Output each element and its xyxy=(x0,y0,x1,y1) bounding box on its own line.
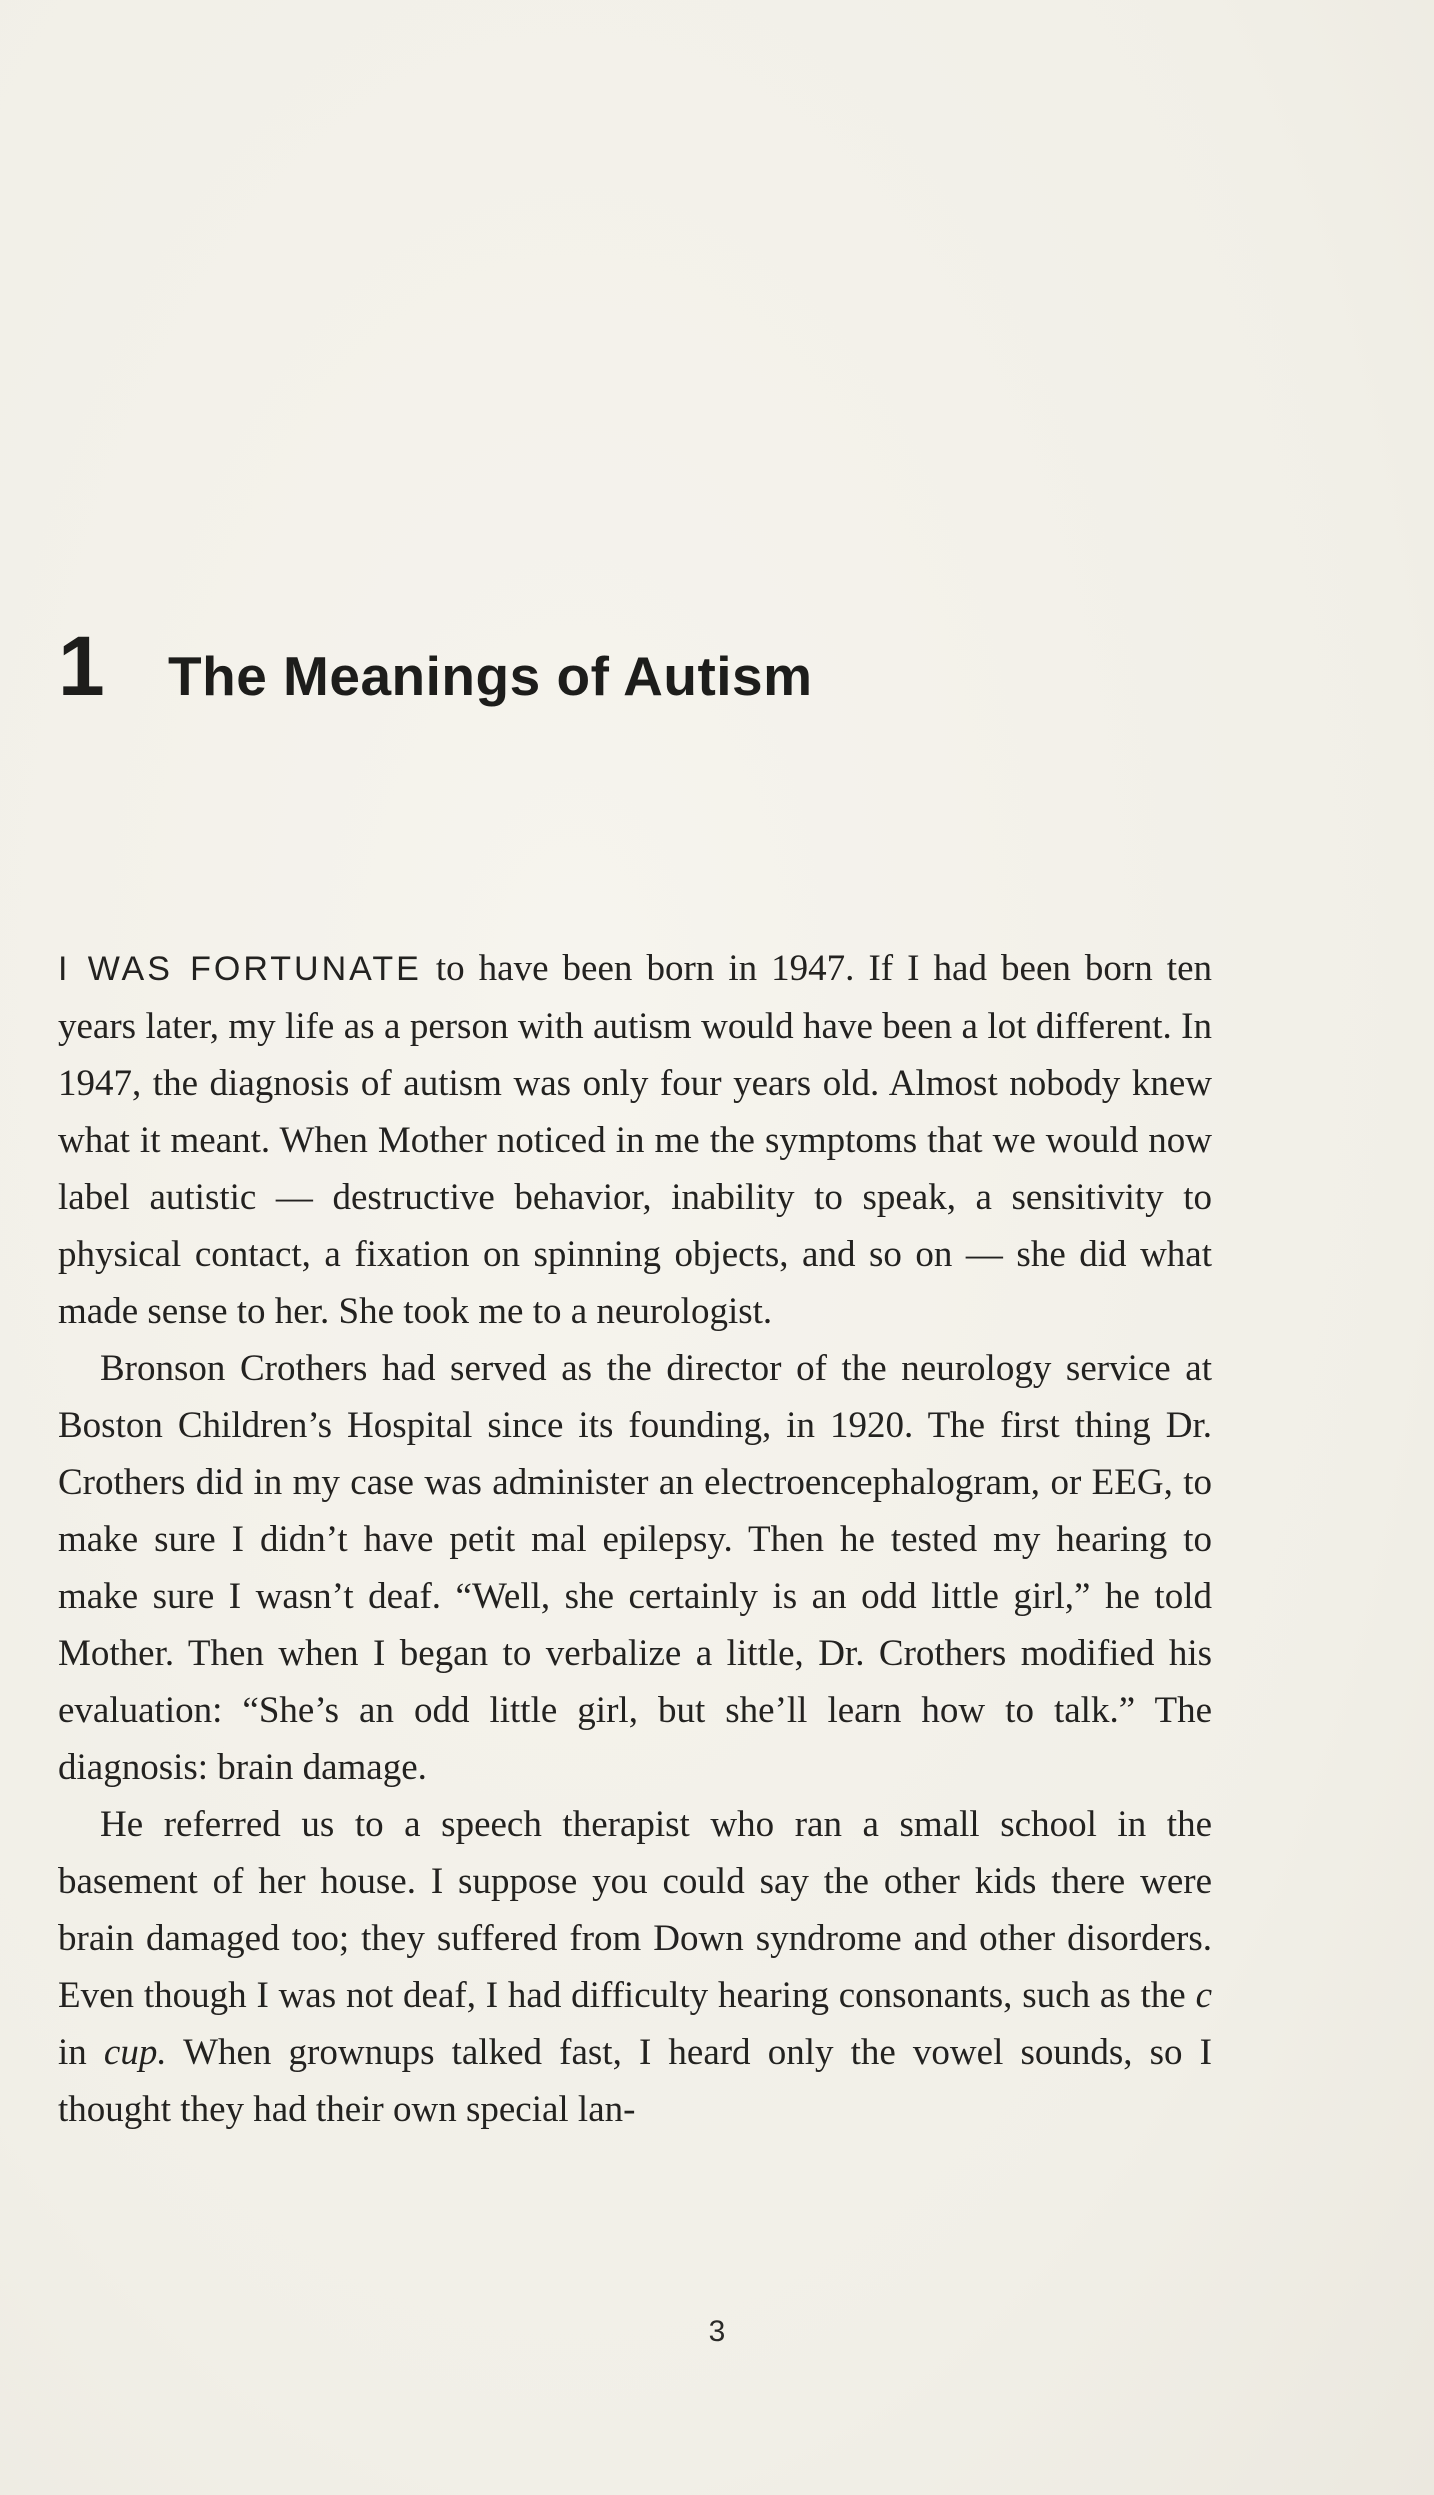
paragraph-2: Bronson Crothers had served as the director of the neurology service at Boston Children’s Hospital since its founding, in 1920. The first thing Dr. Crothers did in my case was administer an electroencephalogram, or EEG, to make sure I didn’t have petit mal epilepsy. Then he tested my hearing to make sure I wasn’t deaf. “Well, she certainly is an odd little girl,” he told Mother. Then when I began to verbalize a little, Dr. Crothers modified his evaluation: “She’s an odd little girl, but she’ll learn how to talk.” The diagnosis: brain damage. xyxy=(58,1348,1212,1788)
paragraph-3 xyxy=(58,1796,1212,2138)
paragraph-1 xyxy=(58,940,1212,1340)
page-number: 3 xyxy=(708,2315,726,2348)
paragraph-1-text: to have been born in 1947. If I had been born ten years later, my life as a person with autism would have been a lot different. In 1947, the diagnosis of autism was only four years old. Almost nobody knew what it meant. When Mother noticed in me the symptoms that we would now label autistic — destructive behavior, inability to speak, a sensitivity to physical contact, a fixation on spinning objects, and so on — she did what made sense to her. She took me to a neurologist. xyxy=(58,948,1212,1332)
paragraph-3-italic-cup: cup. xyxy=(103,2032,167,2073)
chapter-number: 1 xyxy=(58,619,105,713)
chapter-body xyxy=(58,940,1212,2138)
paragraph-3-text-b: in xyxy=(58,2032,104,2073)
paragraph-3-text-a: He referred us to a speech therapist who ran a small school in the basement of her house. I suppose you could say the other kids there were brain damaged too; they suffered from Down syndrome and other disorders. Even though I was not deaf, I had difficulty hearing consonants, such as the xyxy=(58,1804,1212,2016)
chapter-heading xyxy=(58,618,813,715)
opening-small-caps: I WAS FORTUNATE xyxy=(58,950,422,988)
paragraph-3-italic-c: c xyxy=(1195,1975,1212,2016)
paragraph-3-text-c: When grownups talked fast, I heard only the vowel sounds, so I thought they had their own special lan- xyxy=(58,2032,1213,2130)
chapter-title: The Meanings of Autism xyxy=(168,645,813,707)
